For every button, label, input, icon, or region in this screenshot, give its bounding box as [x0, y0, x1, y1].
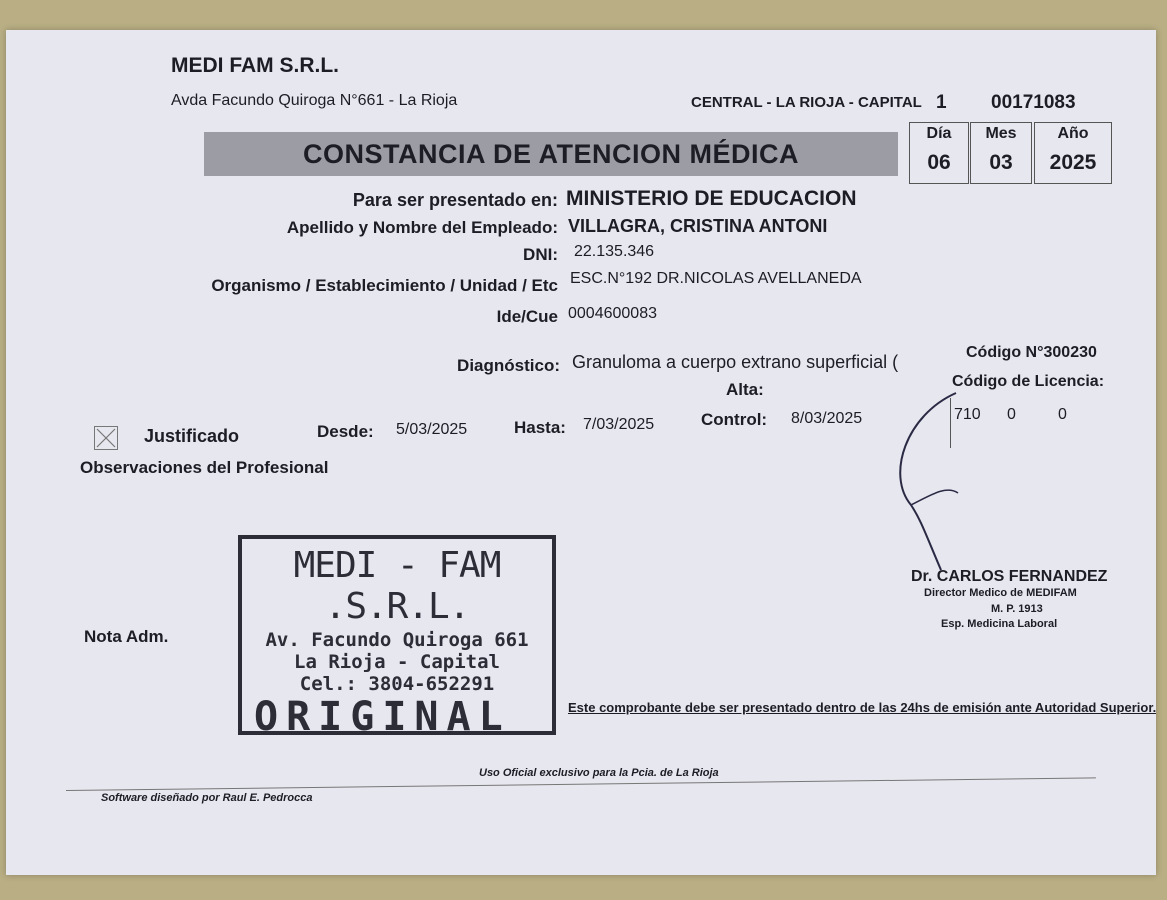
idecue-value: 0004600083	[568, 305, 657, 322]
branch-label: CENTRAL - LA RIOJA - CAPITAL	[691, 94, 922, 111]
diagnosis-value: Granuloma a cuerpo extrano superficial (	[572, 352, 899, 372]
justified-checkbox[interactable]	[94, 426, 118, 450]
date-month-label: Mes	[985, 125, 1017, 142]
idecue-label: Ide/Cue	[496, 307, 558, 326]
from-label: Desde:	[317, 422, 374, 441]
company-address: Avda Facundo Quiroga N°661 - La Rioja	[171, 92, 458, 109]
date-year-box	[1034, 122, 1112, 184]
date-year-value: 2025	[1049, 151, 1097, 174]
to-label: Hasta:	[514, 418, 566, 437]
doctor-specialty: Esp. Medicina Laboral	[941, 618, 1058, 630]
doctor-registration: M. P. 1913	[991, 603, 1043, 615]
software-credit: Software diseñado por Raul E. Pedrocca	[101, 792, 313, 804]
copy-number: 1	[936, 92, 947, 113]
presented-value: MINISTERIO DE EDUCACION	[566, 187, 857, 210]
stamp-line-3: La Rioja - Capital	[294, 651, 500, 673]
observations-label: Observaciones del Profesional	[80, 458, 329, 477]
nota-adm-label: Nota Adm.	[84, 627, 169, 646]
license-code-label: Código de Licencia:	[952, 373, 1105, 390]
stamp-line-1: MEDI - FAM .S.R.L.	[293, 545, 501, 627]
presented-label: Para ser presentado en:	[352, 190, 558, 210]
dni-value: 22.135.346	[574, 243, 655, 260]
alta-label: Alta:	[726, 380, 764, 399]
original-stamp	[238, 535, 556, 740]
org-value: ESC.N°192 DR.NICOLAS AVELLANEDA	[570, 270, 862, 287]
official-use-text: Uso Oficial exclusivo para la Pcia. de La Rioja	[479, 767, 719, 779]
document-title: CONSTANCIA DE ATENCION MÉDICA	[204, 132, 898, 176]
date-month-value: 03	[989, 151, 1013, 174]
from-value: 5/03/2025	[396, 421, 468, 438]
license-value-2: 0	[1007, 406, 1016, 423]
employee-value: VILLAGRA, CRISTINA ANTONI	[568, 216, 828, 236]
to-value: 7/03/2025	[583, 416, 655, 433]
doctor-name: Dr. CARLOS FERNANDEZ	[911, 568, 1108, 585]
date-day-box	[909, 122, 969, 184]
handwritten-signature	[886, 385, 986, 585]
stamp-line-4: Cel.: 3804-652291	[299, 673, 495, 695]
justified-label: Justificado	[144, 426, 240, 446]
date-year-label: Año	[1057, 125, 1089, 142]
company-name: MEDI FAM S.R.L.	[171, 54, 339, 77]
date-day-label: Día	[926, 125, 952, 142]
code-number: Código N°300230	[966, 344, 1097, 361]
org-label: Organismo / Establecimiento / Unidad / Etc	[211, 276, 558, 295]
date-month-box	[970, 122, 1032, 184]
serial-number: 00171083	[991, 92, 1076, 113]
license-value-3: 0	[1058, 406, 1067, 423]
license-value-1: 710	[954, 406, 981, 423]
control-label: Control:	[701, 410, 768, 429]
dni-label: DNI:	[523, 245, 558, 264]
employee-label: Apellido y Nombre del Empleado:	[286, 218, 558, 237]
footer-divider	[66, 777, 1096, 791]
doctor-title: Director Medico de MEDIFAM	[924, 587, 1077, 599]
medical-certificate	[6, 30, 1156, 875]
submission-notice: Este comprobante debe ser presentado dentro de las 24hs de emisión ante Autoridad Superior.	[568, 700, 1156, 715]
stamp-line-5: ORIGINAL	[254, 694, 511, 740]
date-day-value: 06	[927, 151, 951, 174]
stamp-line-2: Av. Facundo Quiroga 661	[265, 629, 529, 651]
diagnosis-label: Diagnóstico:	[457, 356, 560, 375]
check-x-icon	[95, 427, 117, 449]
control-value: 8/03/2025	[791, 410, 863, 427]
